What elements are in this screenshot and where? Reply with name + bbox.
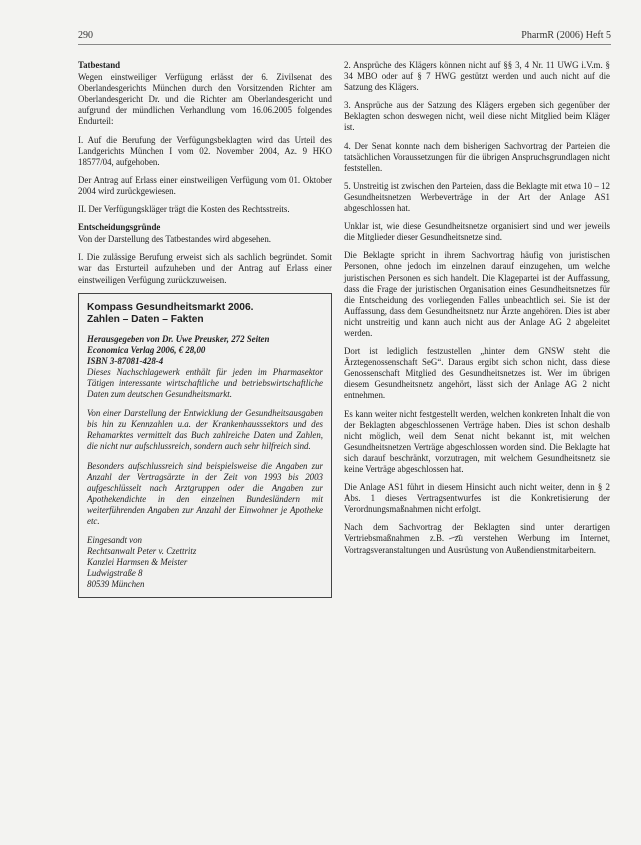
paragraph: 5. Unstreitig ist zwischen den Parteien, dass die Beklagte mit etwa 10 – 12 Gesundheitsnetzen Werbeverträge in der Art der Anlage AS1 abgeschlossen hat. <box>344 180 610 214</box>
paragraph: Nach dem Sachvortrag der Beklagten sind unter derartigen Vertriebsmaßnahmen z.B. zu verstehen Werbung im Internet, Vortragsveranstaltungen und Ausrüstung von Außendienstmitarbeitern. <box>344 522 610 555</box>
address-line: Kanzlei Harmsen & Meister <box>87 557 188 568</box>
paragraph: Der Antrag auf Erlass einer einstweiligen Verfügung vom 01. Oktober 2004 wird zurückgewiesen. <box>78 174 332 196</box>
paragraph: Dort ist lediglich festzustellen „hinter dem GNSW steht die Ärztegenossenschaft SeG“. Daraus ergibt sich schon nicht, dass diese Genossenschaft Mitglied des Gesundheitsnetzes ist. Wer im übrigen diesem Gesundheitsnetz angehört, lässt sich der Anlage AG 2 nicht entnehmen. <box>344 346 610 401</box>
page-number: 290 <box>78 30 93 41</box>
section-heading-gruende: Entscheidungsgründe <box>78 222 161 233</box>
header-rule <box>78 44 611 45</box>
submitted-by-label: Eingesandt von <box>87 535 142 546</box>
right-column <box>344 60 610 563</box>
address-line: Ludwigstraße 8 <box>87 568 143 579</box>
paragraph: 4. Der Senat konnte nach dem bisherigen Sachvortrag der Parteien die tatsächlichen Voraussetzungen für die übrigen Anspruchsgrundlagen nicht feststellen. <box>344 140 610 173</box>
book-publisher: Economica Verlag 2006, € 28,00 <box>87 344 206 355</box>
paragraph: Die Anlage AS1 führt in diesem Hinsicht auch nicht weiter, denn in § 2 Abs. 1 dieses Vertragsentwurfes ist die Konkretisierung der Verordnungsmaßnahmen nicht erfolgt. <box>344 482 610 515</box>
paragraph: Die Beklagte spricht in ihrem Sachvortrag häufig von juristischen Personen, ohne jedoch im einzelnen darauf einzugehen, um welche juristischen Personen es sich handelt. Die Klagepartei ist der Auffassung, dass die Frage der juristischen Organisation eines Gesundheitsnetzes für die Entscheidung des vorliegenden Falles unbeachtlich sei. Sie ist der Auffassung, dass dem Gesundheitsnetz nur Ärzte angehören. Dies ist aber nicht unstreitig und kann auch nicht aus der Anlage AG 2 abgeleitet werden. <box>344 250 610 338</box>
review-paragraph: Besonders aufschlussreich sind beispielsweise die Angaben zur Anzahl der Vertragsärzte in der Zeit von 1993 bis 2003 aufgeschlüsselt nach Arztgruppen oder die Angaben zur Apothekendichte in den einzelnen Bundesländern mit weiterführenden Angaben zur Anzahl der Einwohner je Apotheke etc. <box>87 460 323 526</box>
address-line: Rechtsanwalt Peter v. Czettritz <box>87 546 197 557</box>
book-subtitle: Zahlen – Daten – Fakten <box>87 313 204 325</box>
pen-mark-icon <box>448 534 462 540</box>
paragraph: 2. Ansprüche des Klägers können nicht auf §§ 3, 4 Nr. 11 UWG i.V.m. § 34 MBO oder auf § 7 HWG gestützt werden und auch nicht auf die Satzung des Klägers. <box>344 60 610 93</box>
left-column <box>78 60 332 598</box>
paragraph: Wegen einstweiliger Verfügung erlässt der 6. Zivilsenat des Oberlandesgerichts München durch den Vorsitzenden Richter am Oberlandesgericht Dr. und die Richter am Oberlandesgericht und aufgrund der mündlichen Verhandlung vom 16.06.2005 folgendes Endurteil: <box>78 72 332 127</box>
paragraph: II. Der Verfügungskläger trägt die Kosten des Rechtsstreits. <box>78 204 290 215</box>
running-header <box>78 30 611 44</box>
paragraph: Es kann weiter nicht festgestellt werden, welchen konkreten Inhalt die von der Beklagten abgeschlossenen Verträge haben. Dies ist schon deshalb nicht möglich, weil dem Senat nicht bekannt ist, mit welchen Gesundheitsnetzen Verträge abgeschlossen worden sind. Die Beklagte hat sich darauf beschränkt, vorzutragen, mit welchem Gesundheitsnetz sie keine Verträge abgeschlossen hat. <box>344 408 610 474</box>
review-paragraph: Von einer Darstellung der Entwicklung der Gesundheitsausgaben bis hin zu Kennzahlen u.a. der Krankenhausssektors und des Rehamarktes vermittelt das Buch zahlreiche Daten und Zahlen, die nicht nur aufschlussreich, sondern auch sehr hilfreich sind. <box>87 408 323 452</box>
paragraph: I. Die zulässige Berufung erweist sich als sachlich begründet. Somit war das Ersturteil aufzuheben und der Antrag auf Erlass einer einstweiligen Verfügung zurückzuweisen. <box>78 252 332 285</box>
paragraph: Unklar ist, wie diese Gesundheitsnetze organisiert sind und wer jeweils die Mitglieder dieser Gesundheitsnetze sind. <box>344 221 610 243</box>
section-heading-tatbestand: Tatbestand <box>78 60 121 70</box>
book-isbn: ISBN 3-87081-428-4 <box>87 355 164 366</box>
journal-issue: PharmR (2006) Heft 5 <box>521 30 611 41</box>
paragraph: 3. Ansprüche aus der Satzung des Klägers ergeben sich gegenüber der Beklagten schon deswegen nicht, weil diese nicht Mitglied beim Kläger ist. <box>344 100 610 133</box>
address-line: 80539 München <box>87 579 145 590</box>
review-paragraph: Dieses Nachschlagewerk enthält für jeden im Pharmasektor Tätigen interessante wirtschaftliche und betriebswirtschaftliche Daten zum deutschen Gesundheitsmarkt. <box>87 366 323 400</box>
paragraph: Von der Darstellung des Tatbestandes wird abgesehen. <box>78 234 272 245</box>
paragraph: I. Auf die Berufung der Verfügungsbeklagten wird das Urteil des Landgerichts München I vom 02. November 2004, Az. 9 HKO 18577/04, aufgehoben. <box>78 134 332 167</box>
book-review-box <box>78 293 332 598</box>
book-title: Kompass Gesundheitsmarkt 2006. <box>87 301 254 313</box>
book-editor: Herausgegeben von Dr. Uwe Preusker, 272 Seiten <box>87 333 270 344</box>
